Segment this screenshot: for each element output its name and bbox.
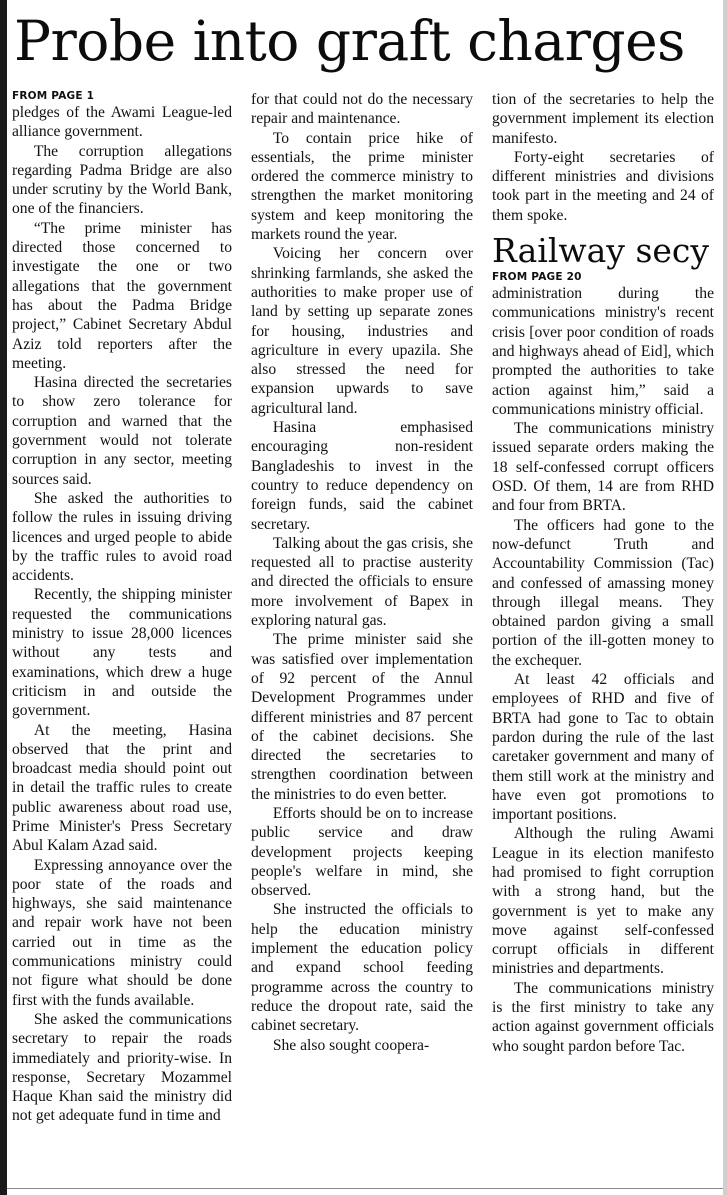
column-1 — [12, 90, 232, 1188]
paragraph: Expressing annoyance over the poor state of the roads and highways, she said maintenance and repair work have not been carried out in time as the communications ministry could not figure what should be done first with the funds available. — [12, 856, 232, 1009]
bottom-rule — [7, 1188, 723, 1189]
paragraph: The communications ministry is the first ministry to take any action against government officials who sought pardon before Tac. — [492, 979, 714, 1055]
paragraph: The prime minister said she was satisfied over implementation of 92 percent of the Annul Development Programmes under different ministries and 87 percent of the cabinet decisions. She directed the secretaries to strengthen coordination between the ministries to do even better. — [251, 631, 473, 803]
main-headline: Probe into graft charges — [14, 9, 685, 73]
paragraph: Voicing her concern over shrinking farmlands, she asked the authorities to make proper use of land by setting up separate zones for housing, industries and agriculture in every upazila. She also stressed the need for expansion upwards to save agricultural land. — [251, 245, 473, 417]
paragraph: At the meeting, Hasina observed that the print and broadcast media should point out in detail the traffic rules to create public awareness about road use, Prime Minister's Press Secretary Abul Kalam Azad said. — [12, 721, 232, 855]
paragraph: The officers had gone to the now-defunct Truth and Accountability Commission (Tac) and confessed of amassing money through illegal means. They obtained pardon giving a small portion of the ill-gotten money to the exchequer. — [492, 516, 714, 669]
paragraph: She asked the authorities to follow the rules in issuing driving licences and urged people to abide by the traffic rules to avoid road accidents. — [12, 489, 232, 585]
paragraph: Recently, the shipping minister requested the communications ministry to issue 28,000 licences without any tests and examinations, which drew a huge criticism in and outside the government. — [12, 586, 232, 720]
scan-edge-left — [0, 0, 7, 1195]
paragraph: The communications ministry issued separate orders making the 18 self-confessed corrupt officers OSD. Of them, 14 are from RHD and four from BRTA. — [492, 420, 714, 515]
paragraph: Although the ruling Awami League in its election manifesto had promised to fight corruption with a strong hand, but the government is yet to make any move against self-confessed corrupt officials in different ministries and departments. — [492, 825, 714, 978]
jump-kicker-main: FROM PAGE 1 — [12, 90, 95, 102]
paragraph: administration during the communications ministry's recent crisis [over poor condition of roads and highways ahead of Eid], which prompted the authorities to take action against him,” said a communications ministry official. — [492, 285, 714, 418]
paragraph: for that could not do the necessary repair and maintenance. — [251, 91, 473, 128]
paragraph: She asked the communications secretary to repair the roads immediately and priority-wise. In response, Secretary Mozammel Haque Khan said the ministry did not get adequate fund in time and — [12, 1010, 232, 1125]
paragraph: The corruption allegations regarding Padma Bridge are also under scrutiny by the World Bank, one of the financiers. — [12, 142, 232, 218]
paragraph: pledges of the Awami League-led alliance government. — [12, 104, 232, 141]
paragraph: Talking about the gas crisis, she requested all to practise austerity and directed the officials to ensure more involvement of Bapex in exploring natural gas. — [251, 534, 473, 630]
jump-kicker-secondary: FROM PAGE 20 — [492, 271, 582, 284]
secondary-headline: Railway secy — [492, 231, 710, 271]
column-3 — [492, 90, 714, 1188]
paragraph: Forty-eight secretaries of different ministries and divisions took part in the meeting and 24 of them spoke. — [492, 148, 714, 224]
paragraph: Hasina directed the secretaries to show zero tolerance for corruption and warned that the government would not tolerate corruption in any sector, meeting sources said. — [12, 374, 232, 488]
scan-edge-right — [723, 0, 727, 1195]
paragraph: She also sought coopera- — [272, 1036, 430, 1054]
paragraph: Efforts should be on to increase public service and draw development projects keeping people's welfare in mind, she observed. — [251, 804, 473, 900]
column-2 — [251, 90, 473, 1188]
paragraph: “The prime minister has directed those concerned to investigate the one or two allegations that the government has about the Padma Bridge project,” Cabinet Secretary Abdul Aziz told reporters after the meeting. — [12, 219, 232, 372]
paragraph: She instructed the officials to help the education ministry implement the education policy and expand school feeding programme across the country to reduce the dropout rate, said the cabinet secretary. — [251, 901, 473, 1035]
paragraph: At least 42 officials and employees of RHD and five of BRTA had gone to Tac to obtain pardon during the rule of the last caretaker government and many of them still work at the ministry and have even got promotions to important positions. — [492, 671, 714, 824]
paragraph: tion of the secretaries to help the government implement its election manifesto. — [492, 91, 714, 147]
paragraph: To contain price hike of essentials, the prime minister ordered the commerce ministry to strengthen the market monitoring system and keep monitoring the markets round the year. — [251, 129, 473, 244]
paragraph: Hasina emphasised encouraging non-resident Bangladeshis to invest in the country to reduce dependency on foreign funds, said the cabinet secretary. — [251, 419, 473, 533]
